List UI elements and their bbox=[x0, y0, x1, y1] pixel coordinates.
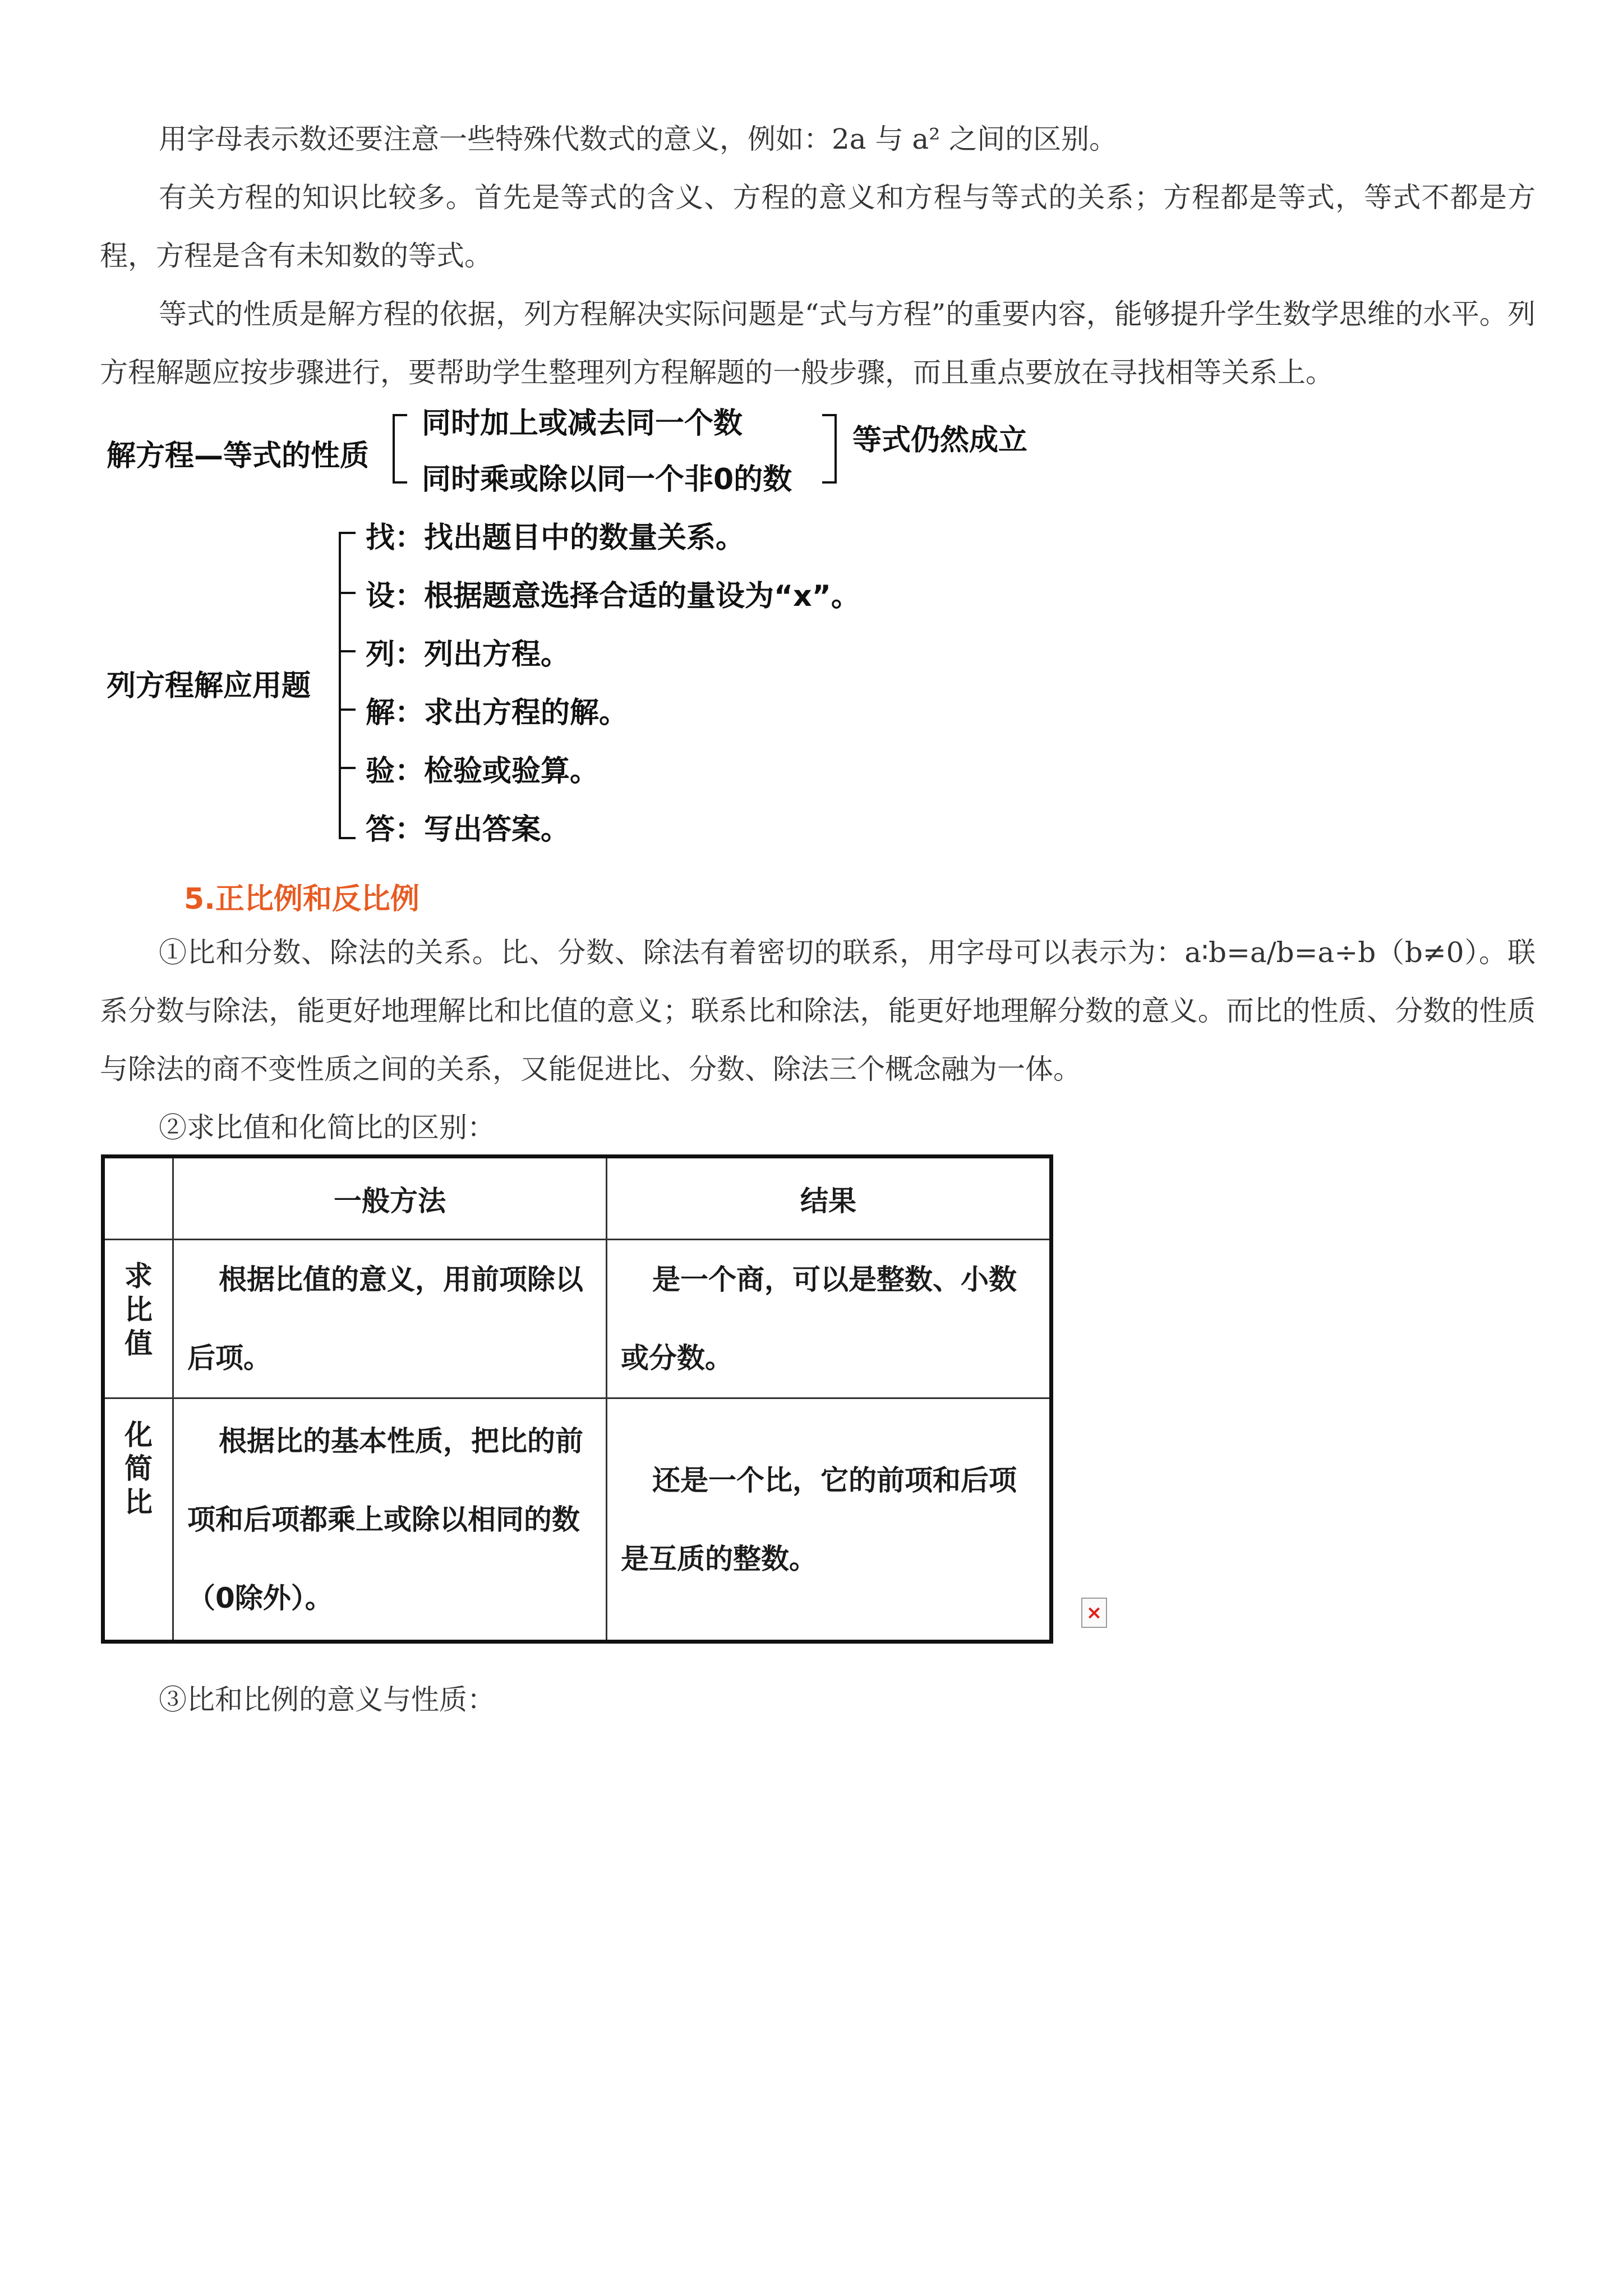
step-item: 解：求出方程的解。 bbox=[366, 696, 629, 730]
step-item: 验：检验或验算。 bbox=[366, 754, 600, 788]
table-row bbox=[103, 1240, 1052, 1398]
table-row bbox=[103, 1398, 1052, 1642]
method-text: 根据比值的意义，用前项除以后项。 bbox=[187, 1263, 583, 1374]
paragraph-equality-properties: 等式的性质是解方程的依据，列方程解决实际问题是“式与方程”的重要内容，能够提升学生数学思维的水平。列方程解题应按步骤进行，要帮助学生整理列方程解题的一般步骤，而且重点要放在寻找相等关系上。 bbox=[100, 298, 1536, 389]
property-item: 同时加上或减去同一个数 bbox=[422, 407, 743, 440]
paragraph-ratio-fraction-division: ①比和分数、除法的关系。比、分数、除法有着密切的联系，用字母可以表示为：a∶b=a/b=a÷b（b≠0）。联系分数与除法，能更好地理解比和比值的意义；联系比和除法，能更好地理解分数的意义。而比的性质、分数的性质与除法的商不变性质之间的关系，又能促进比、分数、除法三个概念融为一体。 bbox=[100, 936, 1536, 1085]
table-header-empty bbox=[103, 1157, 173, 1240]
paragraph-letters: 用字母表示数还要注意一些特殊代数式的意义，例如：2a 与 a² 之间的区别。 bbox=[159, 123, 1118, 155]
step-item: 答：写出答案。 bbox=[366, 813, 570, 846]
steps-bracket bbox=[339, 532, 356, 839]
row-label bbox=[103, 1398, 173, 1642]
bracket-tick bbox=[339, 708, 356, 711]
method-cell bbox=[173, 1398, 607, 1642]
table-header-result: 结果 bbox=[607, 1157, 1052, 1240]
broken-image-icon bbox=[1081, 1598, 1107, 1628]
right-bracket bbox=[822, 414, 837, 484]
step-item: 找：找出题目中的数量关系。 bbox=[366, 521, 745, 555]
result-cell bbox=[607, 1398, 1052, 1642]
step-item: 设：根据题意选择合适的量设为“x”。 bbox=[366, 579, 860, 613]
step-item: 列：列出方程。 bbox=[366, 638, 570, 671]
diagram-left-label: 列方程解应用题 bbox=[107, 669, 311, 703]
result-cell bbox=[607, 1240, 1052, 1398]
result-text: 还是一个比，它的前项和后项是互质的整数。 bbox=[621, 1464, 1017, 1575]
paragraph-ratio-proportion: ③比和比例的意义与性质： bbox=[159, 1683, 495, 1716]
ratio-comparison-table bbox=[101, 1154, 1053, 1644]
left-bracket bbox=[393, 414, 407, 484]
row-label-char: 简 bbox=[125, 1452, 153, 1485]
result-text: 是一个商，可以是整数、小数或分数。 bbox=[621, 1263, 1017, 1374]
method-text: 根据比的基本性质，把比的前项和后项都乘上或除以相同的数（0除外）。 bbox=[187, 1424, 583, 1614]
row-label bbox=[103, 1240, 173, 1398]
paragraph-ratio-difference: ②求比值和化简比的区别： bbox=[159, 1111, 495, 1144]
diagram-left-label: 解方程—等式的性质 bbox=[107, 439, 370, 473]
bracket-tick bbox=[339, 767, 356, 769]
row-label-char: 值 bbox=[125, 1327, 153, 1360]
row-label-char: 求 bbox=[125, 1260, 153, 1292]
row-label-char: 比 bbox=[125, 1294, 153, 1326]
section-heading: 5.正比例和反比例 bbox=[184, 882, 419, 916]
property-item: 同时乘或除以同一个非0的数 bbox=[422, 463, 792, 496]
bracket-tick bbox=[339, 592, 356, 594]
row-label-char: 比 bbox=[125, 1486, 153, 1519]
paragraph-equations: 有关方程的知识比较多。首先是等式的含义、方程的意义和方程与等式的关系；方程都是等式，等式不都是方程，方程是含有未知数的等式。 bbox=[100, 181, 1536, 272]
bracket-tick bbox=[339, 650, 356, 652]
table-header-method: 一般方法 bbox=[173, 1157, 607, 1240]
row-label-char: 化 bbox=[125, 1419, 153, 1451]
diagram-result: 等式仍然成立 bbox=[852, 424, 1028, 457]
method-cell bbox=[173, 1240, 607, 1398]
table-header-row bbox=[103, 1157, 1052, 1240]
broken-image-glyph: × bbox=[1086, 1602, 1103, 1624]
